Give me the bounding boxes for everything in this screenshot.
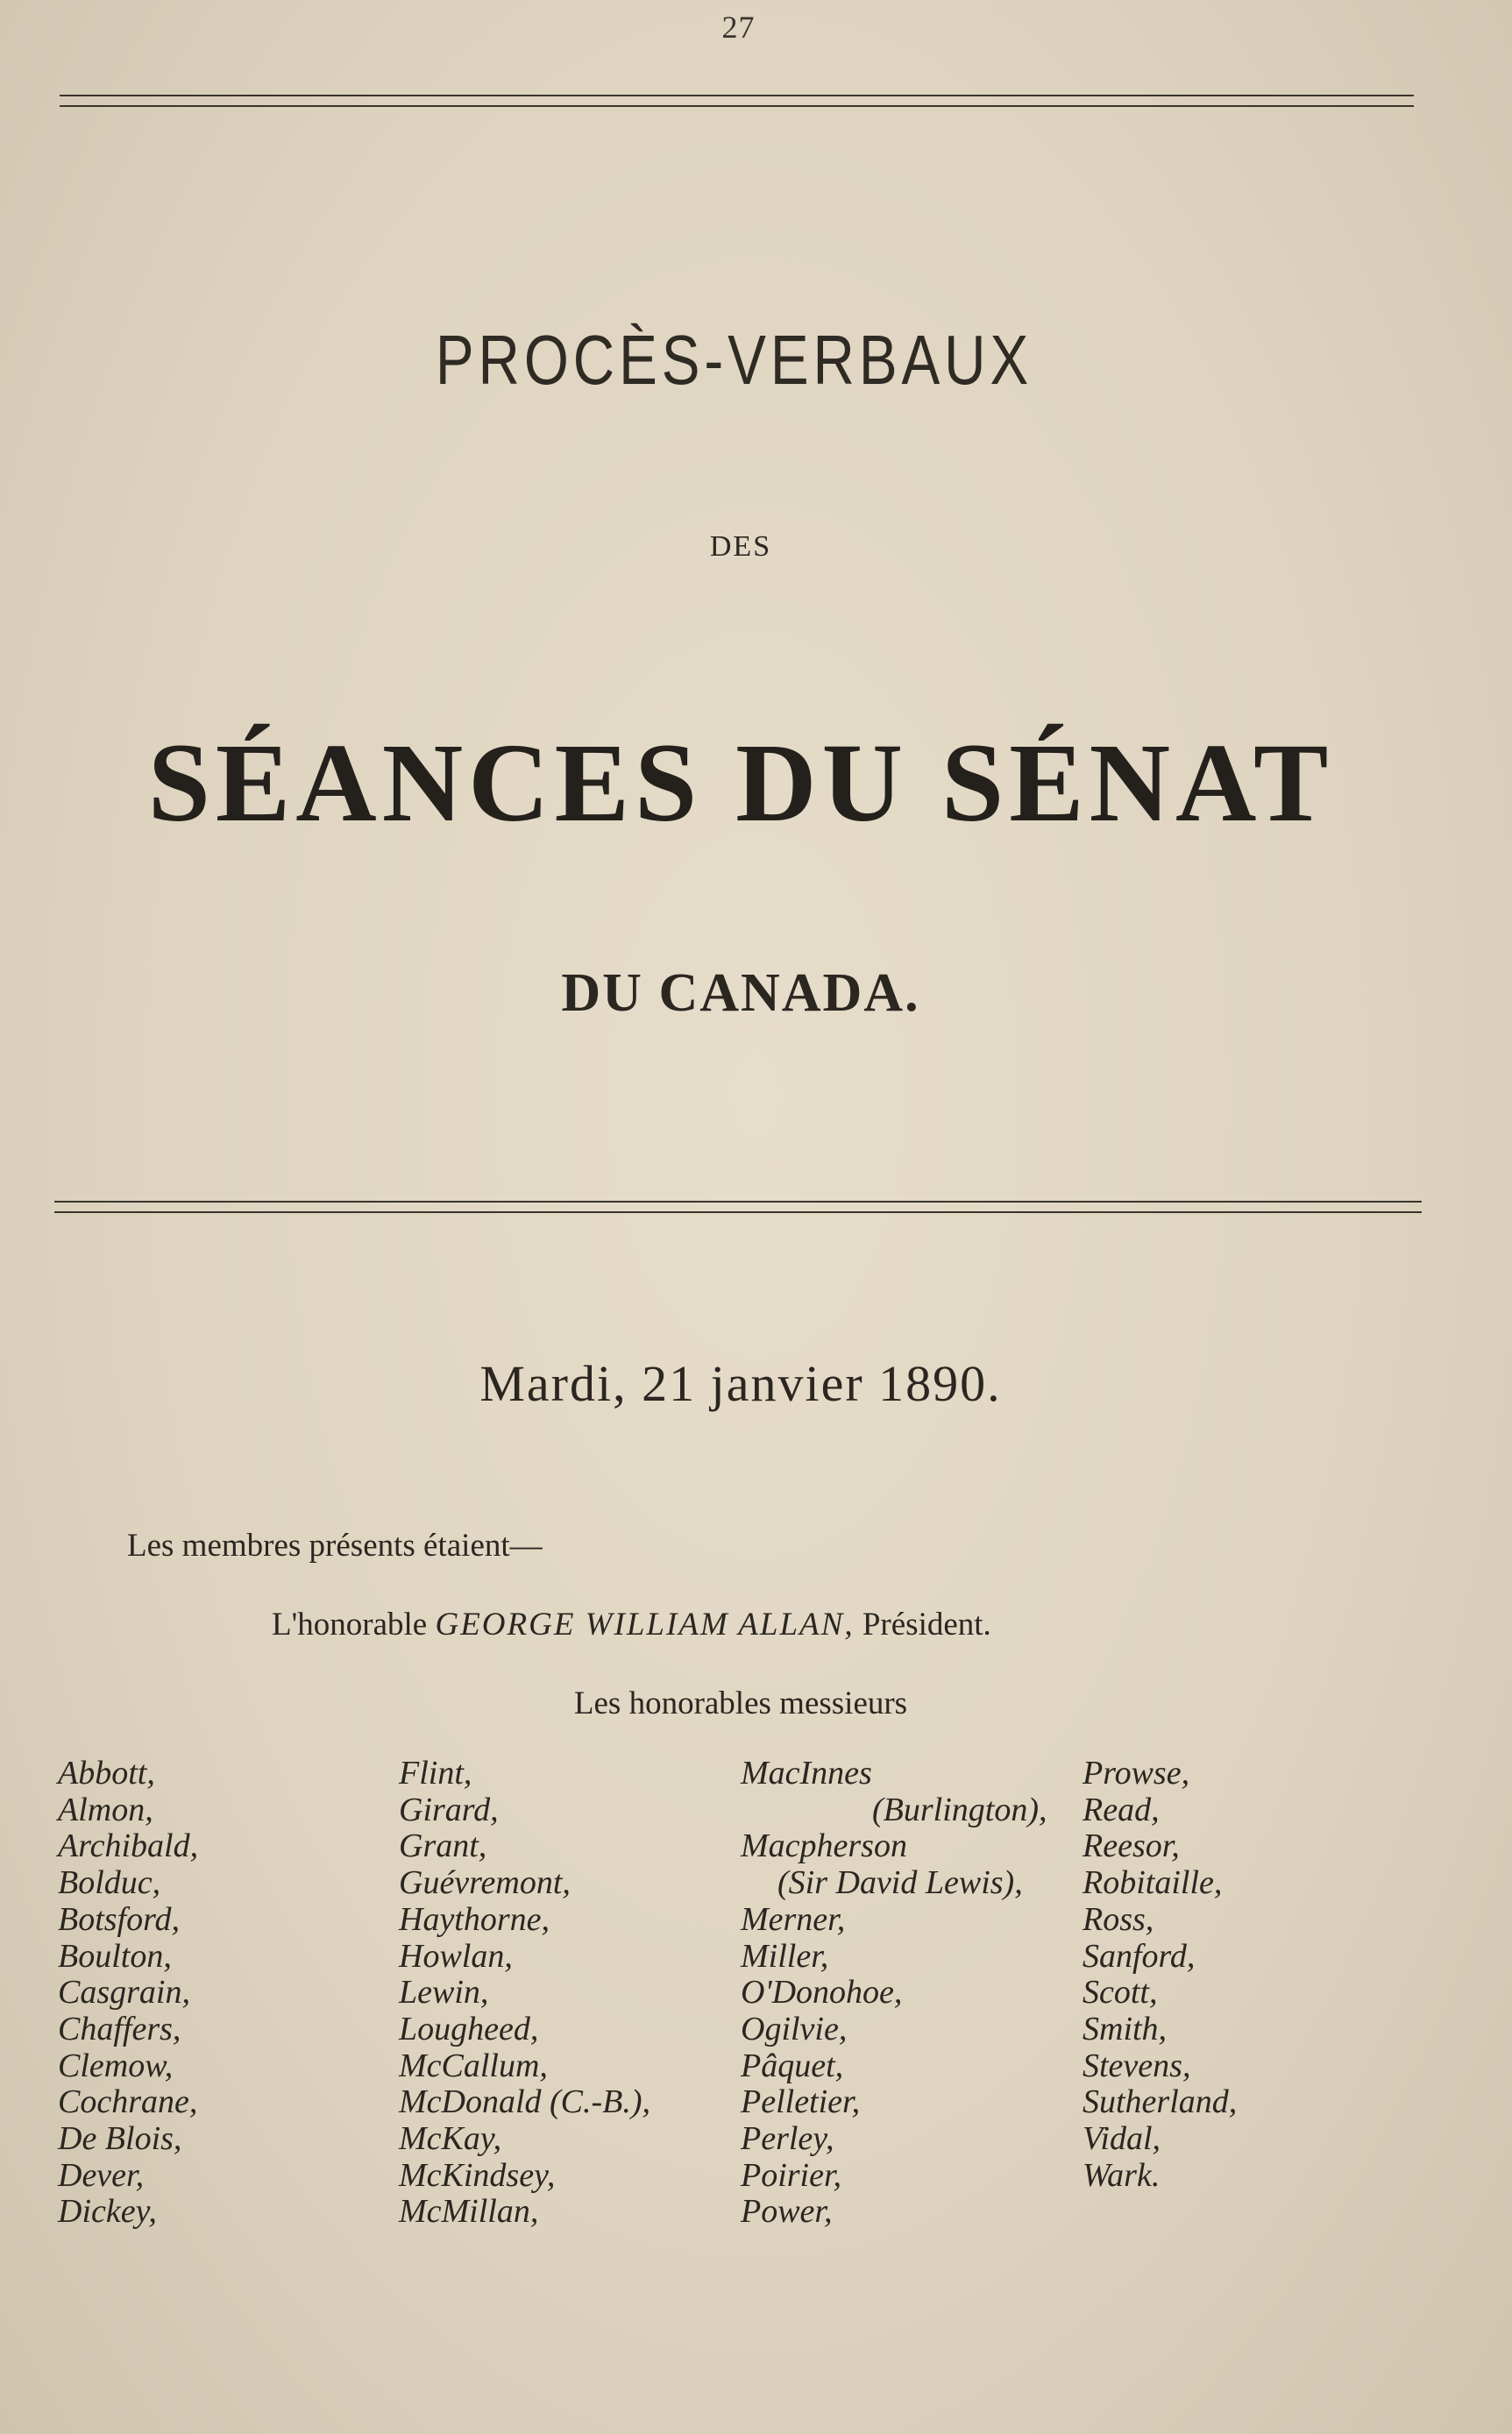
senator-name: Casgrain,: [58, 1974, 190, 2012]
senator-name: Merner,: [741, 1900, 846, 1938]
senator-name: Ross,: [1083, 1900, 1154, 1938]
session-date: Mardi, 21 janvier 1890.: [479, 1355, 1002, 1412]
senator-name: Stevens,: [1083, 2047, 1191, 2084]
senator-name: Guévremont,: [399, 1864, 571, 1902]
president-name: GEORGE WILLIAM ALLAN,: [435, 1607, 855, 1643]
senator-name: Read,: [1083, 1791, 1160, 1828]
senator-name: McKay,: [399, 2120, 502, 2158]
senator-name: Smith,: [1083, 2010, 1168, 2047]
senator-name: Chaffers,: [58, 2010, 181, 2047]
senator-name: Lougheed,: [399, 2010, 539, 2047]
senator-name: Cochrane,: [58, 2083, 198, 2121]
senator-column-3: [741, 1756, 1047, 2231]
senator-name: Botsford,: [58, 1900, 180, 1938]
senator-column-4: [1083, 1756, 1237, 2194]
senator-name: Dickey,: [58, 2193, 157, 2231]
senator-name: Pelletier,: [741, 2083, 861, 2121]
president-prefix: L'honorable: [272, 1607, 436, 1643]
middle-double-rule-lower: [54, 1211, 1422, 1213]
senator-name: Sutherland,: [1083, 2083, 1238, 2121]
senator-name: Haythorne,: [399, 1900, 550, 1938]
senator-name: De Blois,: [58, 2120, 182, 2158]
senator-name: Poirier,: [741, 2156, 842, 2194]
senator-name: McDonald (C.-B.),: [399, 2083, 651, 2121]
senator-name: Power,: [741, 2193, 833, 2231]
heading-des: DES: [709, 530, 772, 563]
senator-name: Miller,: [741, 1937, 829, 1975]
senator-column-1: [58, 1756, 198, 2231]
senator-name: Boulton,: [58, 1937, 172, 1975]
senator-name: Grant,: [399, 1827, 487, 1865]
senator-name: Flint,: [399, 1755, 472, 1792]
senator-name: Macpherson: [741, 1827, 907, 1865]
senator-name: Vidal,: [1083, 2120, 1161, 2158]
senator-name: Pâquet,: [741, 2047, 844, 2084]
senator-name: Abbott,: [58, 1755, 155, 1792]
senator-name: Dever,: [58, 2156, 145, 2194]
senator-name: Reesor,: [1083, 1827, 1180, 1865]
senator-name: Wark.: [1083, 2156, 1161, 2194]
senator-name: Perley,: [741, 2120, 834, 2158]
messieurs-label: Les honorables messieurs: [573, 1685, 908, 1721]
senator-name: McKindsey,: [399, 2156, 556, 2194]
senator-name: Sanford,: [1083, 1937, 1196, 1975]
senator-name: Almon,: [58, 1791, 153, 1828]
heading-seances-du-senat: SÉANCES DU SÉNAT: [147, 720, 1334, 845]
senator-name: Bolduc,: [58, 1864, 161, 1902]
senator-name: Scott,: [1083, 1974, 1158, 2012]
senator-name: Robitaille,: [1083, 1864, 1223, 1902]
senator-name: Girard,: [399, 1791, 499, 1828]
middle-double-rule-upper: [54, 1201, 1422, 1203]
members-present-intro: Les membres présents étaient—: [127, 1528, 543, 1564]
senator-name: (Sir David Lewis),: [777, 1864, 1023, 1902]
senator-name: Howlan,: [399, 1937, 513, 1975]
page-number: 27: [721, 10, 756, 45]
senator-name: Ogilvie,: [741, 2010, 848, 2047]
heading-du-canada: DU CANADA.: [561, 963, 920, 1023]
senator-name: Archibald,: [58, 1827, 199, 1865]
president-title: Président.: [854, 1607, 991, 1643]
president-line: [272, 1606, 991, 1643]
senator-name: Prowse,: [1083, 1755, 1190, 1792]
senator-column-2: [399, 1756, 650, 2231]
senator-name: Lewin,: [399, 1974, 489, 2012]
senator-name: McCallum,: [399, 2047, 548, 2084]
senator-name: Clemow,: [58, 2047, 174, 2084]
senator-name: MacInnes: [741, 1755, 872, 1792]
top-double-rule-lower: [60, 105, 1414, 107]
heading-proces-verbaux: PROCÈS-VERBAUX: [435, 321, 1033, 399]
senator-name: (Burlington),: [872, 1791, 1047, 1828]
senator-name: O'Donohoe,: [741, 1974, 903, 2012]
senator-name: McMillan,: [399, 2193, 539, 2231]
top-double-rule-upper: [60, 95, 1414, 96]
